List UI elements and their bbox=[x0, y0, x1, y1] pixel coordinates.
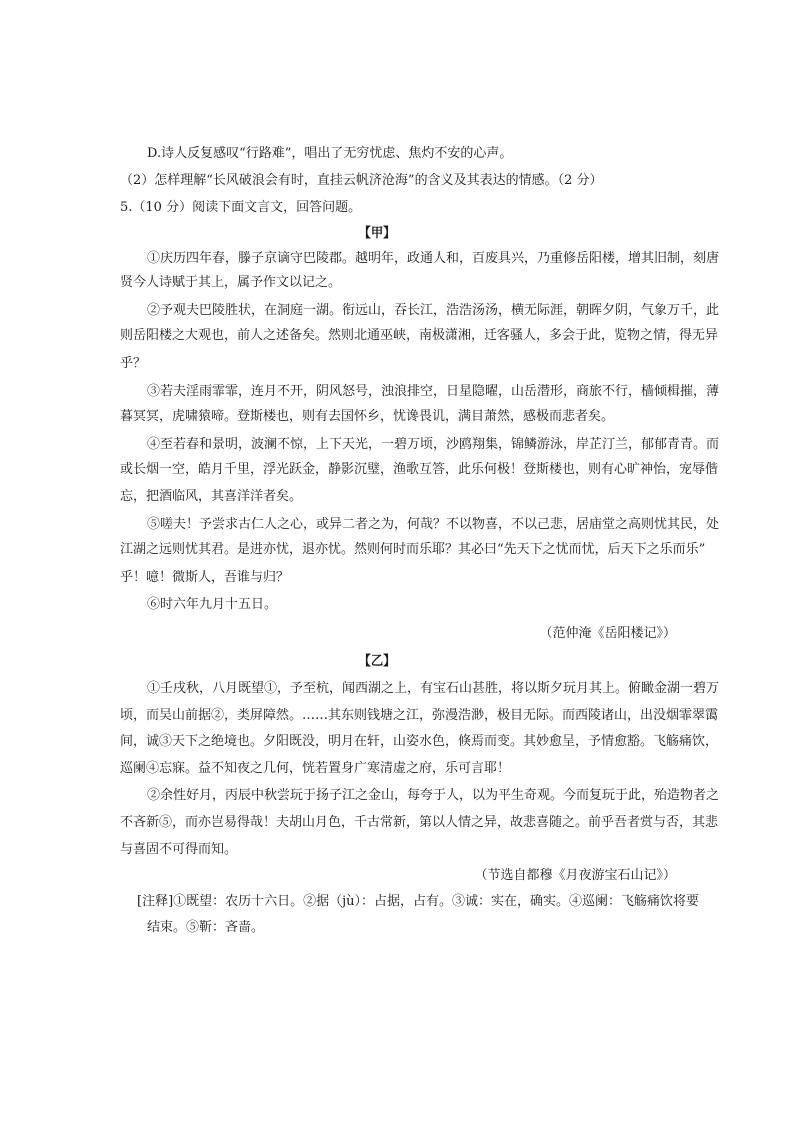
annotation-line: 结束。⑤靳：吝啬。 bbox=[147, 920, 265, 935]
q5-stem: 5.（10 分）阅读下面文言文，回答问题。 bbox=[120, 200, 362, 215]
passage-jia-line: 乎！噫！微斯人，吾谁与归？ bbox=[120, 570, 290, 585]
passage-yi-line: ①壬戌秋，八月既望①，予至杭，闻西湖之上，有宝石山甚胜，将以斯夕玩月其上。俯瞰金湖一碧万 bbox=[147, 681, 720, 696]
passage-yi-line: 间，诚③天下之绝境也。夕阳既没，明月在轩，山姿水色，倏焉而变。其妙愈呈，予情愈豁。飞觞痛饮， bbox=[120, 734, 719, 749]
passage-yi-line: 巡阑④忘寐。益不知夜之几何，恍若置身广寒清虚之府，乐可言耶！ bbox=[120, 761, 511, 776]
q4-option-d: D.诗人反复感叹“行路难”，唱出了无穷忧虑、焦灼不安的心声。 bbox=[147, 146, 513, 161]
passage-yi-line: 与喜固不可得而知。 bbox=[120, 842, 238, 857]
passage-yi-heading: 【乙】 bbox=[358, 654, 396, 669]
passage-jia-line: 忘，把酒临风，其喜洋洋者矣。 bbox=[120, 489, 303, 504]
passage-jia-line: ①庆历四年春，滕子京谪守巴陵郡。越明年，政通人和，百废具兴，乃重修岳阳楼，增其旧制，刻唐 bbox=[147, 251, 720, 266]
passage-jia-line: ④至若春和景明，波澜不惊，上下天光，一碧万顷，沙鸥翔集，锦鳞游泳，岸芷汀兰，郁郁青青。而 bbox=[147, 437, 720, 452]
passage-jia-source: （范仲淹《岳阳楼记》） bbox=[539, 626, 676, 641]
passage-yi-line: 顷，而吴山前据②，类屏障然。……其东则钱塘之江，弥漫浩渺，极目无际。而西陵诸山，出没烟霏翠霭 bbox=[120, 708, 719, 723]
passage-jia-line: 暮冥冥，虎啸猿啼。登斯楼也，则有去国怀乡，忧谗畏讥，满目萧然，感极而悲者矣。 bbox=[120, 409, 615, 424]
passage-jia-line: ③若夫淫雨霏霏，连月不开，阴风怒号，浊浪排空，日星隐曜，山岳潜形，商旅不行，樯倾楫摧，薄 bbox=[147, 384, 720, 399]
passage-jia-line: ②予观夫巴陵胜状，在洞庭一湖。衔远山，吞长江，浩浩汤汤，横无际涯，朝晖夕阴，气象万千，此 bbox=[147, 303, 720, 318]
passage-jia-line: ⑥时六年九月十五日。 bbox=[147, 597, 278, 612]
passage-yi-line: ②余性好月，丙辰中秋尝玩于扬子江之金山，每夸于人，以为平生奇观。今而复玩于此，殆造物者之 bbox=[147, 788, 720, 803]
passage-jia-line: 或长烟一空，皓月千里，浮光跃金，静影沉璧，渔歌互答，此乐何极！登斯楼也，则有心旷神怡，宠辱偕 bbox=[120, 462, 719, 477]
passage-yi-source: （节选自都穆《月夜游宝石山记》） bbox=[474, 868, 676, 883]
passage-jia-line: 乎？ bbox=[120, 356, 147, 371]
passage-jia-heading: 【甲】 bbox=[358, 226, 396, 241]
passage-jia-line: ⑤嗟夫！予尝求古仁人之心，或异二者之为，何哉？不以物喜，不以己悲，居庙堂之高则忧其民，处 bbox=[147, 517, 720, 532]
q4-subquestion-2: （2）怎样理解“长风破浪会有时，直挂云帆济沧海”的含义及其表达的情感。（2 分） bbox=[120, 173, 603, 188]
passage-jia-line: 则岳阳楼之大观也，前人之述备矣。然则北通巫峡，南极潇湘，迁客骚人，多会于此，览物之情，得无异 bbox=[120, 328, 719, 343]
passage-jia-line: 贤今人诗赋于其上，属予作文以记之。 bbox=[120, 275, 342, 290]
annotation-line: [注释]①既望：农历十六日。②据（jù）：占据，占有。③诚：实在，确实。④巡阑：飞觞痛饮将要 bbox=[137, 894, 700, 909]
passage-jia-line: 江湖之远则忧其君。是进亦忧，退亦忧。然则何时而乐耶？其必曰“先天下之忧而忧，后天下之乐而乐” bbox=[120, 542, 706, 557]
passage-yi-line: 不吝新⑤，而亦岂易得哉！夫胡山月色，千古常新，第以人情之异，故悲喜随之。前乎吾者赏与否，其悲 bbox=[120, 815, 719, 830]
